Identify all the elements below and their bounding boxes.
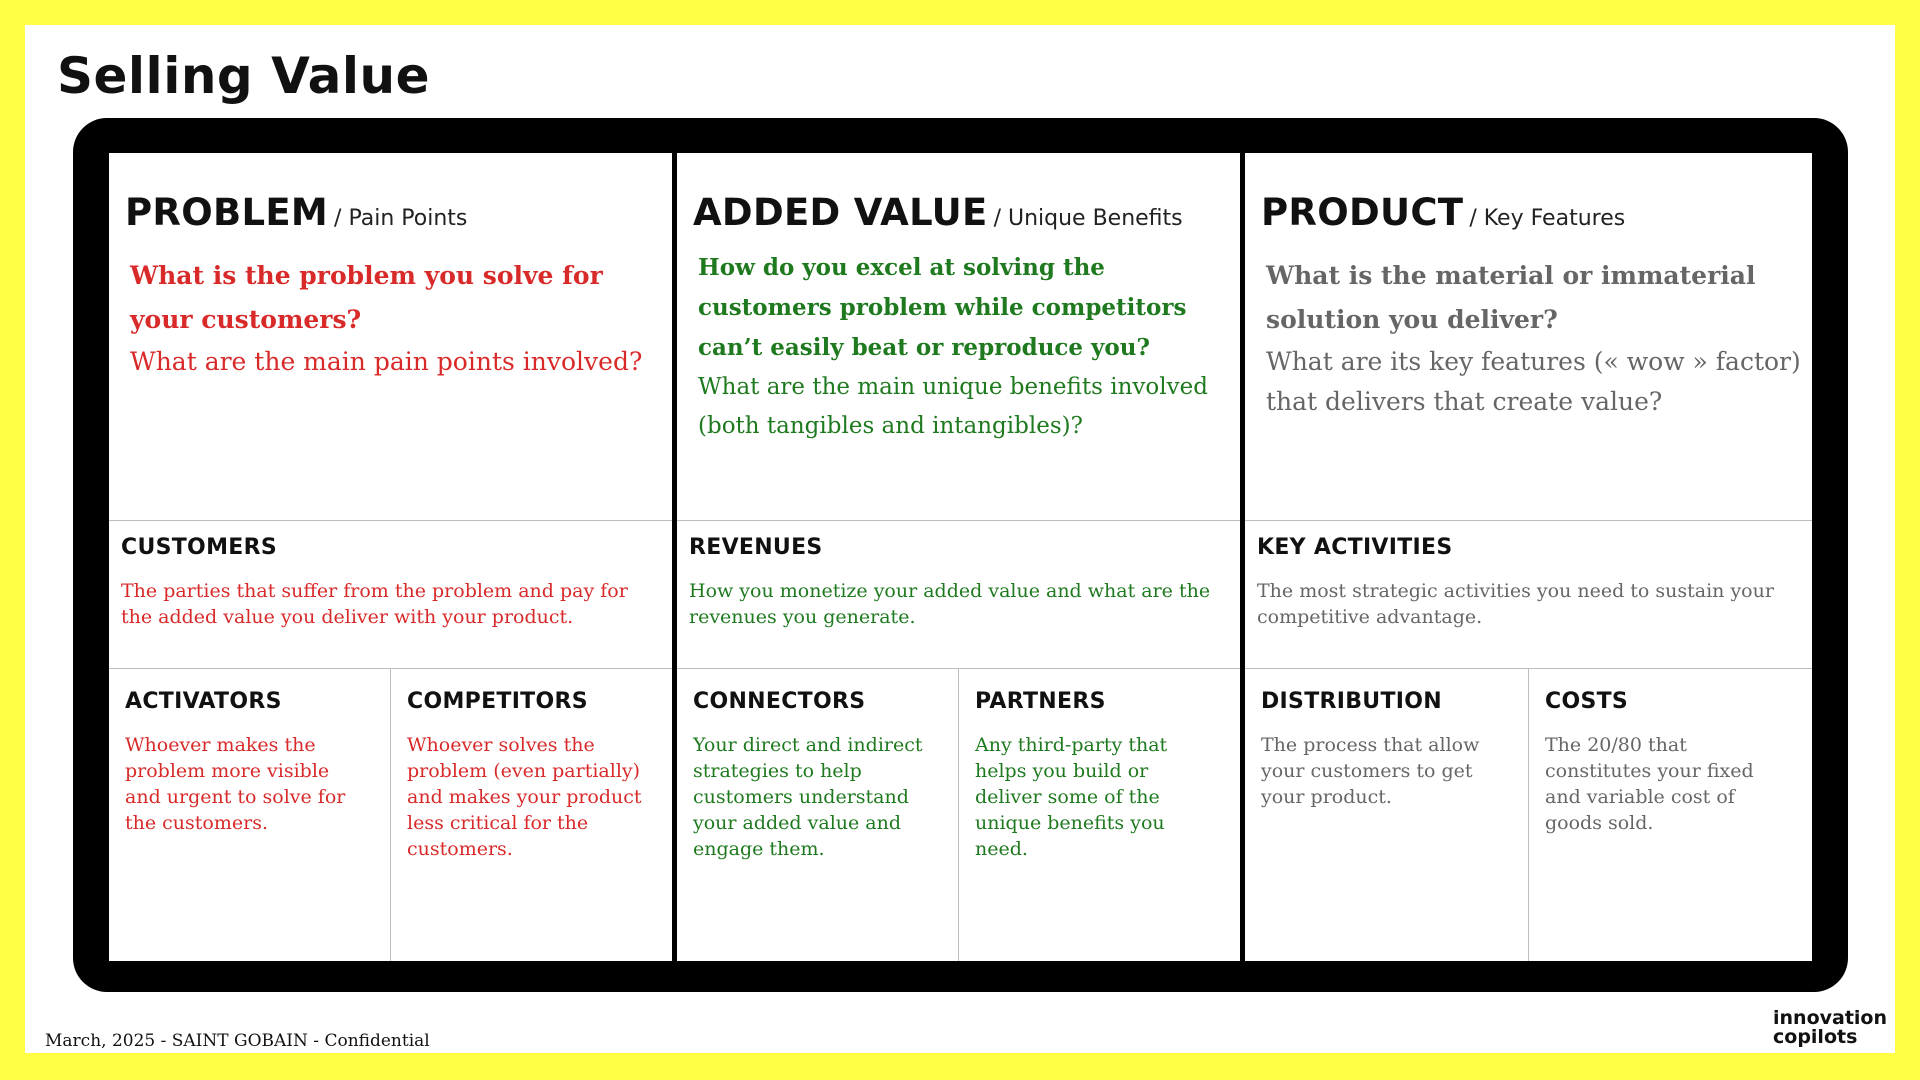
customers-section [109, 521, 672, 668]
connectors-title: CONNECTORS [693, 689, 866, 714]
partners-title: PARTNERS [975, 689, 1106, 714]
activators-section [109, 669, 390, 961]
revenues-text: How you monetize your added value and what are the revenues you generate. [689, 580, 1211, 628]
added-value-column [677, 153, 1240, 961]
key-activities-text: The most strategic activities you need to sustain your competitive advantage. [1257, 580, 1774, 628]
product-header [1261, 191, 1812, 234]
partners-section [959, 669, 1240, 961]
activators-text: Whoever makes the problem more visible and urgent to solve for the customers. [125, 734, 346, 834]
problem-subtitle: / Pain Points [334, 206, 468, 231]
added-value-bottom-row [677, 669, 1240, 961]
added-value-question-secondary: What are the main unique benefits involved (both tangibles and intangibles)? [698, 374, 1208, 439]
problem-title: PROBLEM [125, 191, 329, 234]
logo-line-2: copilots [1773, 1026, 1858, 1048]
costs-text: The 20/80 that constitutes your fixed and variable cost of goods sold. [1545, 734, 1754, 834]
footer-confidential: March, 2025 - SAINT GOBAIN - Confidential [45, 1031, 430, 1051]
competitors-section [391, 669, 672, 961]
product-column [1245, 153, 1812, 961]
product-title: PRODUCT [1261, 191, 1464, 234]
activators-title: ACTIVATORS [125, 689, 282, 714]
costs-section [1529, 669, 1812, 961]
product-bottom-row [1245, 669, 1812, 961]
slide [25, 25, 1895, 1053]
canvas-frame [73, 118, 1848, 992]
distribution-section [1245, 669, 1528, 961]
customers-title: CUSTOMERS [121, 535, 277, 560]
product-section [1245, 153, 1812, 520]
customers-text: The parties that suffer from the problem and pay for the added value you deliver with your product. [121, 580, 628, 628]
added-value-subtitle: / Unique Benefits [993, 206, 1183, 231]
problem-header [125, 191, 672, 234]
connectors-section [677, 669, 958, 961]
added-value-section [677, 153, 1240, 520]
problem-question-main: What is the problem you solve for your customers? [130, 261, 603, 334]
added-value-question-main: How do you excel at solving the customers problem while competitors can’t easily beat or reproduce you? [698, 254, 1187, 361]
value-canvas [109, 153, 1812, 961]
product-question-secondary: What are its key features (« wow » factor) that delivers that create value? [1266, 347, 1801, 416]
competitors-text: Whoever solves the problem (even partially) and makes your product less critical for the customers. [407, 734, 642, 860]
distribution-title: DISTRIBUTION [1261, 689, 1442, 714]
slide-title: Selling Value [57, 47, 430, 105]
key-activities-section [1245, 521, 1812, 668]
distribution-text: The process that allow your customers to get your product. [1261, 734, 1480, 808]
problem-column [109, 153, 672, 961]
added-value-title: ADDED VALUE [693, 191, 988, 234]
product-question-main: What is the material or immaterial solution you deliver? [1266, 261, 1756, 334]
product-subtitle: / Key Features [1469, 206, 1626, 231]
partners-text: Any third-party that helps you build or deliver some of the unique benefits you need. [975, 734, 1168, 860]
innovation-copilots-logo [1773, 1009, 1887, 1047]
key-activities-title: KEY ACTIVITIES [1257, 535, 1453, 560]
problem-bottom-row [109, 669, 672, 961]
competitors-title: COMPETITORS [407, 689, 588, 714]
revenues-section [677, 521, 1240, 668]
added-value-header [693, 191, 1240, 234]
connectors-text: Your direct and indirect strategies to help customers understand your added value and engage them. [693, 734, 923, 860]
revenues-title: REVENUES [689, 535, 823, 560]
costs-title: COSTS [1545, 689, 1629, 714]
problem-section [109, 153, 672, 520]
problem-question-secondary: What are the main pain points involved? [130, 347, 643, 376]
logo-line-1: innovation [1773, 1007, 1887, 1029]
